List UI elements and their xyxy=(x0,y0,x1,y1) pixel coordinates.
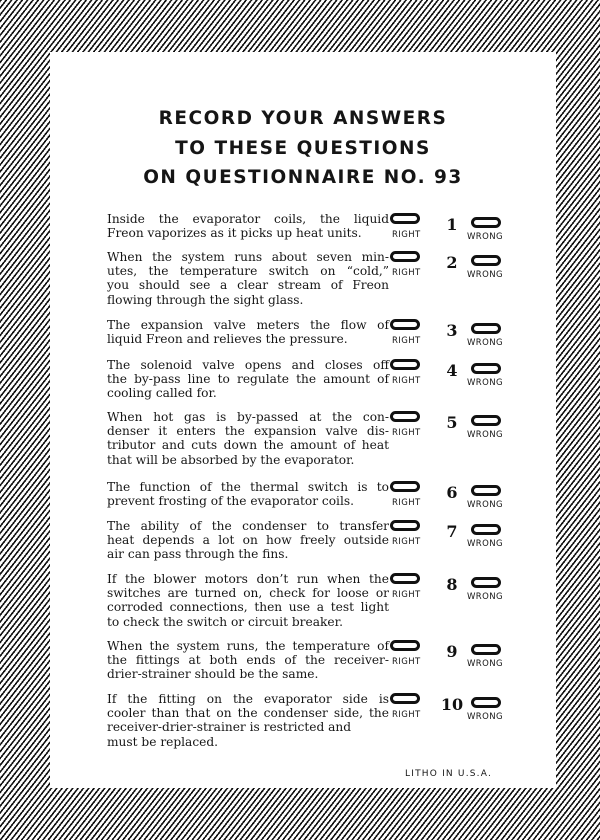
litho-footer: LITHO IN U.S.A. xyxy=(405,769,493,779)
title-line-2: TO THESE QUESTIONS xyxy=(175,137,431,159)
question-line: If the blower motors don’t run when the xyxy=(107,572,389,586)
question-line: that will be absorbed by the evaporator. xyxy=(107,452,355,467)
wrong-answer-bubble[interactable] xyxy=(471,577,501,588)
question-line: heat depends a lot on how freely outside xyxy=(107,533,389,548)
right-label: RIGHT xyxy=(392,376,421,386)
question-text xyxy=(107,250,389,307)
question-line: the fittings at both ends of the receiver- xyxy=(107,653,389,668)
wrong-answer-bubble[interactable] xyxy=(471,644,501,655)
wrong-answer-bubble[interactable] xyxy=(471,255,501,266)
question-line: flowing through the sight glass. xyxy=(107,292,304,307)
wrong-answer-bubble[interactable] xyxy=(471,485,501,496)
question-line: tributor and cuts down the amount of heat xyxy=(107,438,389,453)
right-label: RIGHT xyxy=(392,590,421,600)
right-answer-bubble[interactable] xyxy=(390,640,420,651)
question-line: must be replaced. xyxy=(107,734,219,749)
question-number: 6 xyxy=(446,483,458,502)
question-line: The solenoid valve opens and closes off xyxy=(107,358,389,372)
right-label: RIGHT xyxy=(392,710,421,720)
question-text xyxy=(107,519,389,562)
question-text xyxy=(107,358,389,401)
question-line: air can pass through the fins. xyxy=(107,547,289,562)
right-answer-bubble[interactable] xyxy=(390,520,420,531)
wrong-label: WRONG xyxy=(467,659,503,669)
wrong-answer-bubble[interactable] xyxy=(471,524,501,535)
wrong-label: WRONG xyxy=(467,270,503,280)
question-line: cooler than that on the condenser side, the xyxy=(107,706,389,721)
question-line: When the system runs about seven min- xyxy=(107,250,389,264)
question-line: The function of the thermal switch is to xyxy=(107,480,389,494)
wrong-answer-bubble[interactable] xyxy=(471,415,501,426)
wrong-answer-bubble[interactable] xyxy=(471,217,501,228)
right-answer-bubble[interactable] xyxy=(390,319,420,330)
question-number: 2 xyxy=(446,253,458,272)
title-line-3: ON QUESTIONNAIRE NO. 93 xyxy=(143,167,463,188)
question-number: 3 xyxy=(446,321,458,340)
question-line: When hot gas is by-passed at the con- xyxy=(107,410,389,424)
wrong-label: WRONG xyxy=(467,592,503,602)
question-line: When the system runs, the temperature of xyxy=(107,639,389,653)
wrong-answer-bubble[interactable] xyxy=(471,697,501,708)
right-answer-bubble[interactable] xyxy=(390,213,420,224)
wrong-label: WRONG xyxy=(467,232,503,242)
question-line: cooling called for. xyxy=(107,386,217,401)
right-label: RIGHT xyxy=(392,230,421,240)
right-label: RIGHT xyxy=(392,268,421,278)
question-number: 7 xyxy=(446,522,458,541)
question-text xyxy=(107,480,389,508)
question-line: prevent frosting of the evaporator coils. xyxy=(107,494,354,509)
question-line: to check the switch or circuit breaker. xyxy=(107,614,343,629)
question-line: If the fitting on the evaporator side is xyxy=(107,692,389,706)
questionnaire-sheet xyxy=(50,52,556,788)
question-line: switches are turned on, check for loose or xyxy=(107,586,389,601)
question-line: Inside the evaporator coils, the liquid xyxy=(107,212,389,226)
right-label: RIGHT xyxy=(392,336,421,346)
question-line: liquid Freon and relieves the pressure. xyxy=(107,332,348,347)
wrong-answer-bubble[interactable] xyxy=(471,323,501,334)
title-line-1: RECORD YOUR ANSWERS xyxy=(158,108,448,129)
question-line: you should see a clear stream of Freon xyxy=(107,278,389,293)
question-text xyxy=(107,572,389,629)
question-number: 9 xyxy=(446,642,458,661)
question-line: utes, the temperature switch on “cold,” xyxy=(107,264,389,279)
right-answer-bubble[interactable] xyxy=(390,481,420,492)
page-title xyxy=(50,104,556,193)
question-text xyxy=(107,639,389,682)
question-line: the by-pass line to regulate the amount of xyxy=(107,372,389,387)
right-label: RIGHT xyxy=(392,498,421,508)
wrong-label: WRONG xyxy=(467,539,503,549)
wrong-answer-bubble[interactable] xyxy=(471,363,501,374)
right-label: RIGHT xyxy=(392,537,421,547)
question-text xyxy=(107,212,389,240)
right-answer-bubble[interactable] xyxy=(390,359,420,370)
right-answer-bubble[interactable] xyxy=(390,573,420,584)
question-number: 8 xyxy=(446,575,458,594)
wrong-label: WRONG xyxy=(467,338,503,348)
wrong-label: WRONG xyxy=(467,712,503,722)
question-text xyxy=(107,318,389,346)
wrong-label: WRONG xyxy=(467,378,503,388)
question-line: The expansion valve meters the flow of xyxy=(107,318,389,332)
question-number: 4 xyxy=(446,361,458,380)
wrong-label: WRONG xyxy=(467,500,503,510)
right-answer-bubble[interactable] xyxy=(390,411,420,422)
question-line: Freon vaporizes as it picks up heat units. xyxy=(107,226,362,241)
question-line: receiver-drier-strainer is restricted and xyxy=(107,720,352,735)
question-line: The ability of the condenser to transfer xyxy=(107,519,389,533)
question-text xyxy=(107,410,389,467)
right-label: RIGHT xyxy=(392,428,421,438)
question-number: 10 xyxy=(440,695,464,714)
right-label: RIGHT xyxy=(392,657,421,667)
right-answer-bubble[interactable] xyxy=(390,251,420,262)
right-answer-bubble[interactable] xyxy=(390,693,420,704)
question-line: drier-strainer should be the same. xyxy=(107,667,319,682)
question-text xyxy=(107,692,389,749)
question-line: corroded connections, then use a test light xyxy=(107,600,389,615)
wrong-label: WRONG xyxy=(467,430,503,440)
question-line: denser it enters the expansion valve dis- xyxy=(107,424,389,439)
question-number: 5 xyxy=(446,413,458,432)
question-number: 1 xyxy=(446,215,458,234)
